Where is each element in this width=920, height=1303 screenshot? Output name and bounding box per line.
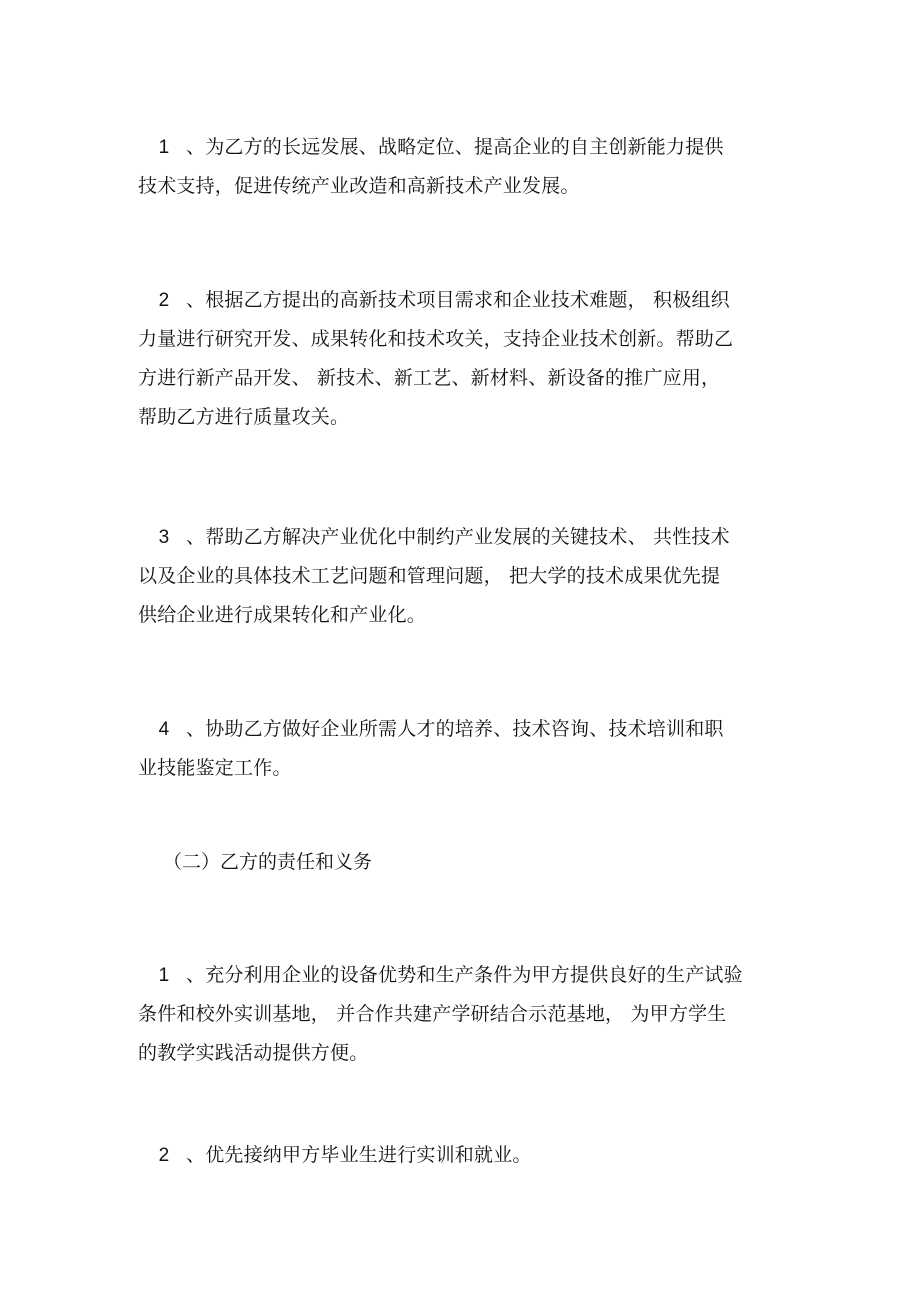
party-b-item-1 bbox=[138, 956, 788, 1073]
item-line: 的教学实践活动提供方便。 bbox=[138, 1042, 369, 1064]
section-heading: （二）乙方的责任和义务 bbox=[163, 851, 373, 873]
item-text: 、帮助乙方解决产业优化中制约产业发展的关键技术、 共性技术 bbox=[186, 526, 730, 548]
party-b-item-2 bbox=[138, 1136, 788, 1175]
item-number: 2 bbox=[158, 1145, 170, 1166]
item-number: 3 bbox=[158, 527, 170, 548]
item-number: 2 bbox=[158, 290, 170, 311]
item-line: 技术支持，促进传统产业改造和高新技术产业发展。 bbox=[138, 175, 580, 197]
party-a-item-2 bbox=[138, 281, 788, 437]
item-number: 1 bbox=[158, 965, 170, 986]
party-a-item-4 bbox=[138, 710, 788, 788]
item-line bbox=[138, 518, 788, 557]
item-text: 、为乙方的长远发展、战略定位、提高企业的自主创新能力提供 bbox=[186, 136, 724, 158]
party-a-item-3 bbox=[138, 518, 788, 635]
item-text: 、协助乙方做好企业所需人才的培养、技术咨询、技术培训和职 bbox=[186, 718, 724, 740]
item-text: 、充分利用企业的设备优势和生产条件为甲方提供良好的生产试验 bbox=[186, 964, 743, 986]
item-line: 帮助乙方进行质量攻关。 bbox=[138, 406, 350, 428]
item-line: 力量进行研究开发、成果转化和技术攻关，支持企业技术创新。帮助乙 bbox=[138, 328, 734, 350]
item-line bbox=[138, 956, 788, 995]
item-line: 方进行新产品开发、 新技术、新工艺、新材料、新设备的推广应用， bbox=[138, 367, 721, 389]
item-text: 、根据乙方提出的高新技术项目需求和企业技术难题， 积极组织 bbox=[186, 289, 730, 311]
item-line bbox=[138, 128, 788, 167]
item-line: 以及企业的具体技术工艺问题和管理问题， 把大学的技术成果优先提 bbox=[138, 565, 721, 587]
item-line bbox=[138, 1136, 788, 1175]
item-number: 1 bbox=[158, 137, 170, 158]
party-a-item-1 bbox=[138, 128, 788, 206]
item-line bbox=[138, 710, 788, 749]
item-line: 条件和校外实训基地， 并合作共建产学研结合示范基地， 为甲方学生 bbox=[138, 1003, 727, 1025]
item-line: 供给企业进行成果转化和产业化。 bbox=[138, 604, 427, 626]
item-line bbox=[138, 281, 788, 320]
item-line: 业技能鉴定工作。 bbox=[138, 757, 292, 779]
item-text: 、优先接纳甲方毕业生进行实训和就业。 bbox=[186, 1144, 532, 1166]
item-number: 4 bbox=[158, 719, 170, 740]
